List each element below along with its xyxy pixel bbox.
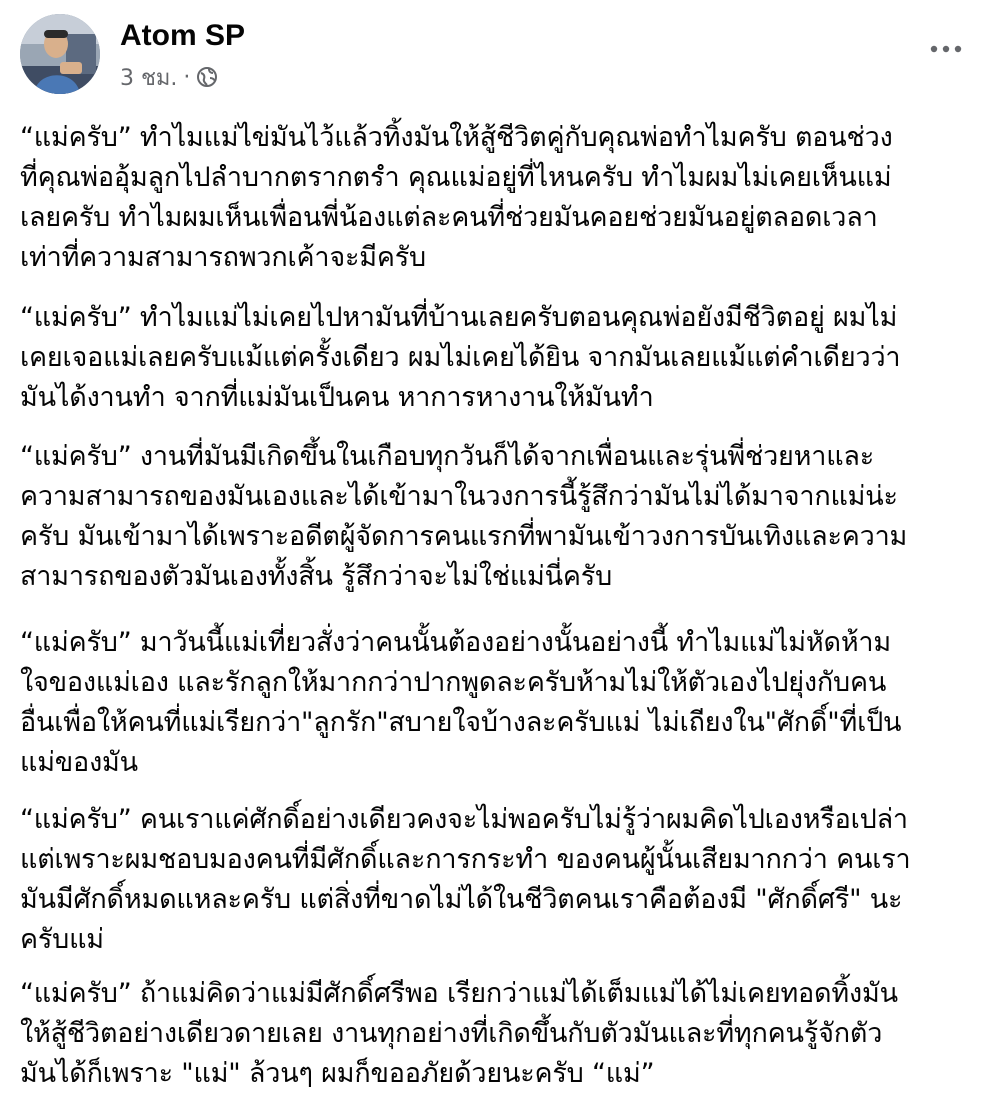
more-options-button[interactable] xyxy=(926,34,966,64)
post-paragraph: “แม่ครับ” มาวันนี้แม่เที่ยวสั่งว่าคนนั้นต้องอย่างนั้นอย่างนี้ ทำไมแม่ไม่หัดห้าม ใจของแม่เอง และรักลูกให้มากกว่าปากพูดละครับห้ามไม่ให้ตัวเองไปยุ่งกับคน อื่นเพื่อให้คนที่แม่เรียกว่า"ลูกรัก"สบายใจบ้างละครับแม่ ไม่เถียงใน"ศักดิ์"ที่เป็น แม่ของมัน xyxy=(20,627,902,778)
post-paragraph: “แม่ครับ” ทำไมแม่ไม่เคยไปหามันที่บ้านเลยครับตอนคุณพ่อยังมีชีวิตอยู่ ผมไม่ เคยเจอแม่เลยครับแม้แต่ครั้งเดียว ผมไม่เคยได้ยิน จากมันเลยแม้แต่คำเดียวว่า มันได้งานทำ จากที่แม่มันเป็นคน หาการหางานให้มันทำ xyxy=(20,302,901,413)
post-meta xyxy=(120,62,218,92)
post-timestamp[interactable]: 3 ชม. xyxy=(120,65,178,91)
more-options-icon xyxy=(929,44,963,54)
meta-separator: · xyxy=(183,64,191,90)
post-paragraph: “แม่ครับ” งานที่มันมีเกิดขึ้นในเกือบทุกวันก็ได้จากเพื่อนและรุ่นพี่ช่วยหาและ ความสามารถของมันเองและได้เข้ามาในวงการนี้รู้สึกว่ามันไม่ได้มาจากแม่น่ะ ครับ มันเข้ามาได้เพราะอดีตผู้จัดการคนแรกที่พามันเข้าวงการบันเทิงและความ สามารถของตัวมันเองทั้งสิ้น รู้สึกว่าจะไม่ใช่แม่นี่ครับ xyxy=(20,441,908,592)
author-avatar[interactable] xyxy=(20,14,100,94)
profile-photo xyxy=(20,14,100,94)
post-paragraph: “แม่ครับ” คนเราแค่ศักดิ์อย่างเดียวคงจะไม่พอครับไม่รู้ว่าผมคิดไปเองหรือเปล่า แต่เพราะผมชอบมองคนที่มีศักดิ์และการกระทำ ของคนผู้นั้นเสียมากกว่า คนเรา มันมีศักดิ์หมดแหละครับ แต่สิ่งที่ขาดไม่ได้ในชีวิตคนเราคือต้องมี "ศักดิ์ศรี" นะ ครับแม่ xyxy=(20,804,911,955)
post-header xyxy=(20,12,980,102)
globe-icon[interactable] xyxy=(196,66,218,88)
author-name[interactable]: Atom SP xyxy=(120,19,246,52)
post-paragraph: “แม่ครับ” ทำไมแม่ไข่มันไว้แล้วทิ้งมันให้สู้ชีวิตคู่กับคุณพ่อทำไมครับ ตอนช่วง ที่คุณพ่ออุ้มลูกไปลำบากตรากตรำ คุณแม่อยู่ที่ไหนครับ ทำไมผมไม่เคยเห็นแม่ เลยครับ ทำไมผมเห็นเพื่อนพี่น้องแต่ละคนที่ช่วยมันคอยช่วยมันอยู่ตลอดเวลา เท่าที่ความสามารถพวกเค้าจะมีครับ xyxy=(20,122,893,273)
post-paragraph: “แม่ครับ” ถ้าแม่คิดว่าแม่มีศักดิ์ศรีพอ เรียกว่าแม่ได้เต็มแม่ได้ไม่เคยทอดทิ้งมัน ให้สู้ชีวิตอย่างเดียวดายเลย งานทุกอย่างที่เกิดขึ้นกับตัวมันและที่ทุกคนรู้จักตัว มันได้ก็เพราะ "แม่" ล้วนๆ ผมก็ขออภัยด้วยนะครับ “แม่” xyxy=(20,978,898,1089)
